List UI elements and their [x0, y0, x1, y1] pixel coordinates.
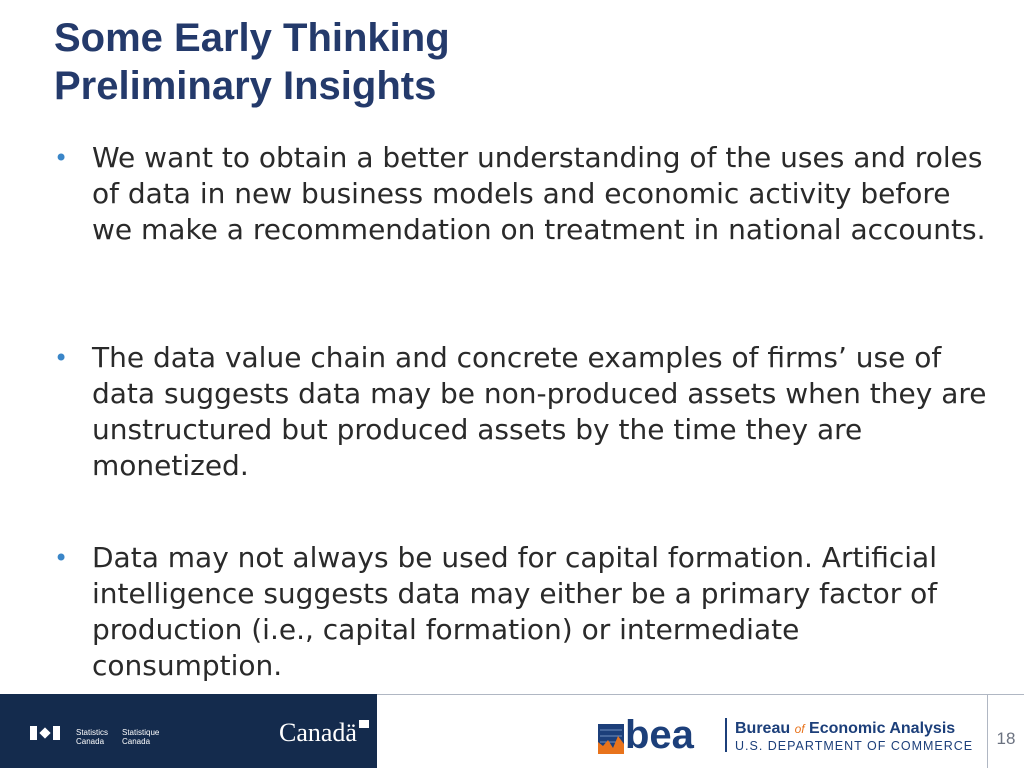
bullet-dot: • — [54, 144, 69, 172]
bullet-item — [54, 140, 994, 248]
wordmark-flag-icon — [359, 720, 369, 728]
bea-name: Bureau of Economic Analysis — [735, 720, 956, 737]
canada-wordmark: Canadä — [279, 718, 357, 747]
bullet-dot: • — [54, 544, 69, 572]
statcan-banner — [0, 694, 377, 768]
bea-chart-icon — [598, 724, 624, 754]
bullet-item — [54, 340, 994, 484]
bea-department: U.S. DEPARTMENT OF COMMERCE — [735, 739, 974, 753]
title-line-1: Some Early Thinking — [54, 16, 450, 60]
page-number: 18 — [987, 694, 1024, 768]
canada-flag-icon — [30, 726, 60, 740]
bullet-text: We want to obtain a better understanding of the uses and roles of data in new business models and economic activity before we make a recommendation on treatment in national accounts. — [92, 141, 986, 246]
slide-title — [54, 14, 450, 110]
bea-letters: bea — [625, 713, 694, 754]
statcan-english-label: Statistics Canada — [76, 728, 109, 746]
bea-logo — [598, 710, 980, 754]
title-line-2: Preliminary Insights — [54, 64, 437, 108]
bea-banner — [377, 694, 1024, 768]
bullet-dot: • — [54, 344, 69, 372]
bullet-text: The data value chain and concrete examples of firms’ use of data suggests data may be non-produced assets when they are unstructured but produced assets by the time they are monetized. — [92, 341, 987, 482]
slide-footer — [0, 694, 1024, 768]
statcan-french-label: Statistique Canada — [122, 728, 160, 746]
bullet-text: Data may not always be used for capital formation. Artificial intelligence suggests data may either be a primary factor of production (i.e., capital formation) or intermediate consumption. — [92, 541, 938, 682]
bullet-item — [54, 540, 994, 684]
